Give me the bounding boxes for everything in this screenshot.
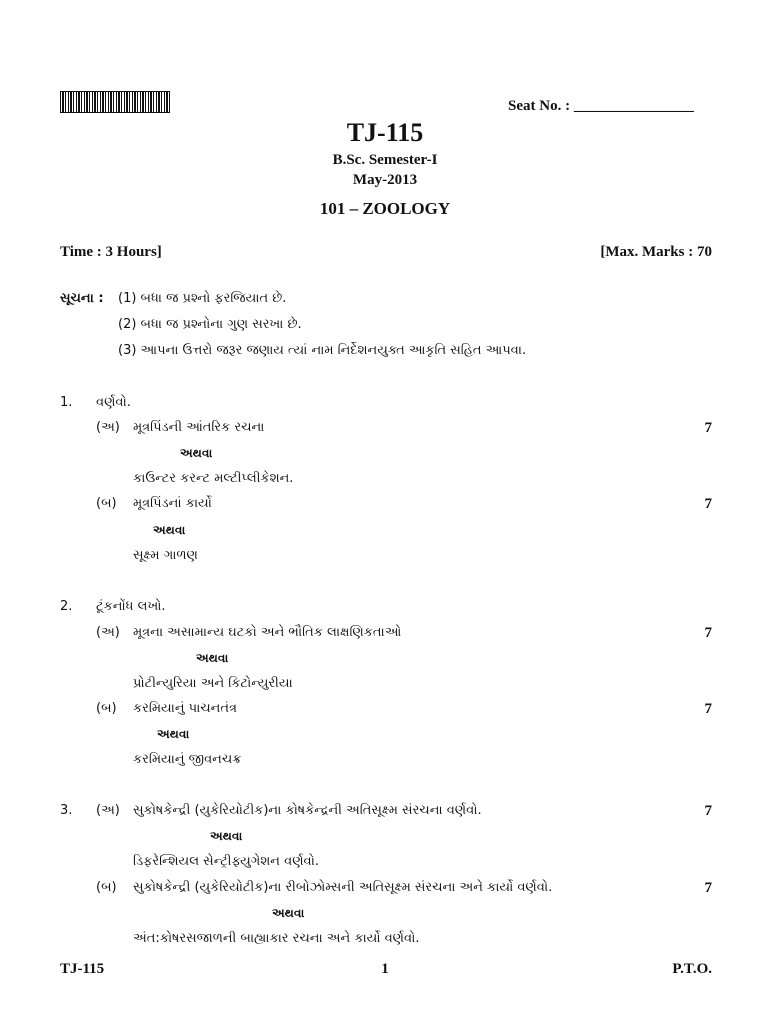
- alternative-question-text: કાઉન્ટર કરન્ટ મલ્ટીપ્લીકેશન.: [133, 471, 294, 486]
- sub-question-text: સુકોષકેન્દ્રી (યુકેરિયોટીક)ના રીબોઝોમ્સની અતિસૂક્ષ્મ સંરચના અને કાર્યો વર્ણવો.: [133, 880, 553, 895]
- marks-value: 7: [704, 880, 712, 896]
- question-title: ટૂંકનોંધ લખો.: [96, 599, 166, 614]
- marks-value: 7: [704, 625, 712, 641]
- sub-question-text: મૂત્રના અસામાન્ય ઘટકો અને ભૌતિક લાક્ષણિકતાઓ: [133, 625, 402, 640]
- instruction-item: (3) આપના ઉત્તરો જરૂર જણાય ત્યાં નામ નિર્દેશનયુક્ત આકૃતિ સહિત આપવા.: [118, 343, 527, 358]
- course-name: B.Sc. Semester-I: [332, 152, 438, 168]
- question-title: વર્ણવો.: [96, 395, 131, 410]
- sub-question-label: (બ): [96, 880, 117, 895]
- marks-value: 7: [704, 701, 712, 717]
- instructions-label: સૂચના :: [60, 291, 104, 306]
- pto-label: P.T.O.: [672, 961, 712, 977]
- marks-value: 7: [704, 420, 712, 436]
- alternative-question-text: સૂક્ષ્મ ગાળણ: [133, 548, 198, 563]
- seat-number-label: Seat No. : ________________: [508, 98, 694, 114]
- sub-question-label: (બ): [96, 701, 117, 716]
- or-label: અથવા: [210, 829, 243, 843]
- subject-title: 101 – ZOOLOGY: [319, 199, 451, 218]
- question-number: 3.: [60, 803, 73, 818]
- sub-question-text: મૂત્રપિંડનાં કાર્યો: [133, 496, 212, 511]
- alternative-question-text: કરમિયાનું જીવનચક્ર: [133, 752, 242, 767]
- footer-paper-code: TJ-115: [60, 961, 105, 977]
- alternative-question-text: અંત:કોષરસજાળની બાહ્યાકાર રચના અને કાર્યો વર્ણવો.: [133, 931, 420, 946]
- question-number: 1.: [60, 395, 73, 410]
- time-label: Time : 3 Hours]: [60, 244, 162, 260]
- sub-question-label: (બ): [96, 496, 117, 511]
- instruction-item: (2) બધા જ પ્રશ્નોના ગુણ સરખા છે.: [118, 317, 302, 332]
- alternative-question-text: પ્રોટીન્યુરિયા અને કિટોન્યુરીયા: [133, 676, 293, 691]
- sub-question-text: સુકોષકેન્દ્રી (યુકેરિયોટીક)ના કોષકેન્દ્રની અતિસૂક્ષ્મ સંરચના વર્ણવો.: [133, 803, 482, 818]
- alternative-question-text: ડિફરેન્શિયલ સેન્ટ્રીફ્યુગેશન વર્ણવો.: [133, 854, 320, 869]
- marks-value: 7: [704, 803, 712, 819]
- sub-question-text: કરમિયાનું પાચનતંત્ર: [133, 701, 237, 716]
- or-label: અથવા: [180, 446, 213, 460]
- sub-question-text: મૂત્રપિંડની આંતરિક રચના: [133, 420, 265, 435]
- question-number: 2.: [60, 599, 73, 614]
- sub-question-label: (અ): [96, 420, 120, 435]
- barcode-image: [60, 91, 170, 113]
- marks-value: 7: [704, 496, 712, 512]
- page-number: 1: [381, 961, 389, 977]
- or-label: અથવા: [272, 906, 305, 920]
- or-label: અથવા: [153, 523, 186, 537]
- or-label: અથવા: [157, 727, 190, 741]
- or-label: અથવા: [196, 651, 229, 665]
- instruction-item: (1) બધા જ પ્રશ્નો ફરજિયાત છે.: [118, 291, 287, 306]
- sub-question-label: (અ): [96, 625, 120, 640]
- paper-code-title: TJ-115: [346, 118, 424, 147]
- sub-question-label: (અ): [96, 803, 120, 818]
- exam-date: May-2013: [352, 172, 418, 188]
- max-marks-label: [Max. Marks : 70: [600, 244, 712, 260]
